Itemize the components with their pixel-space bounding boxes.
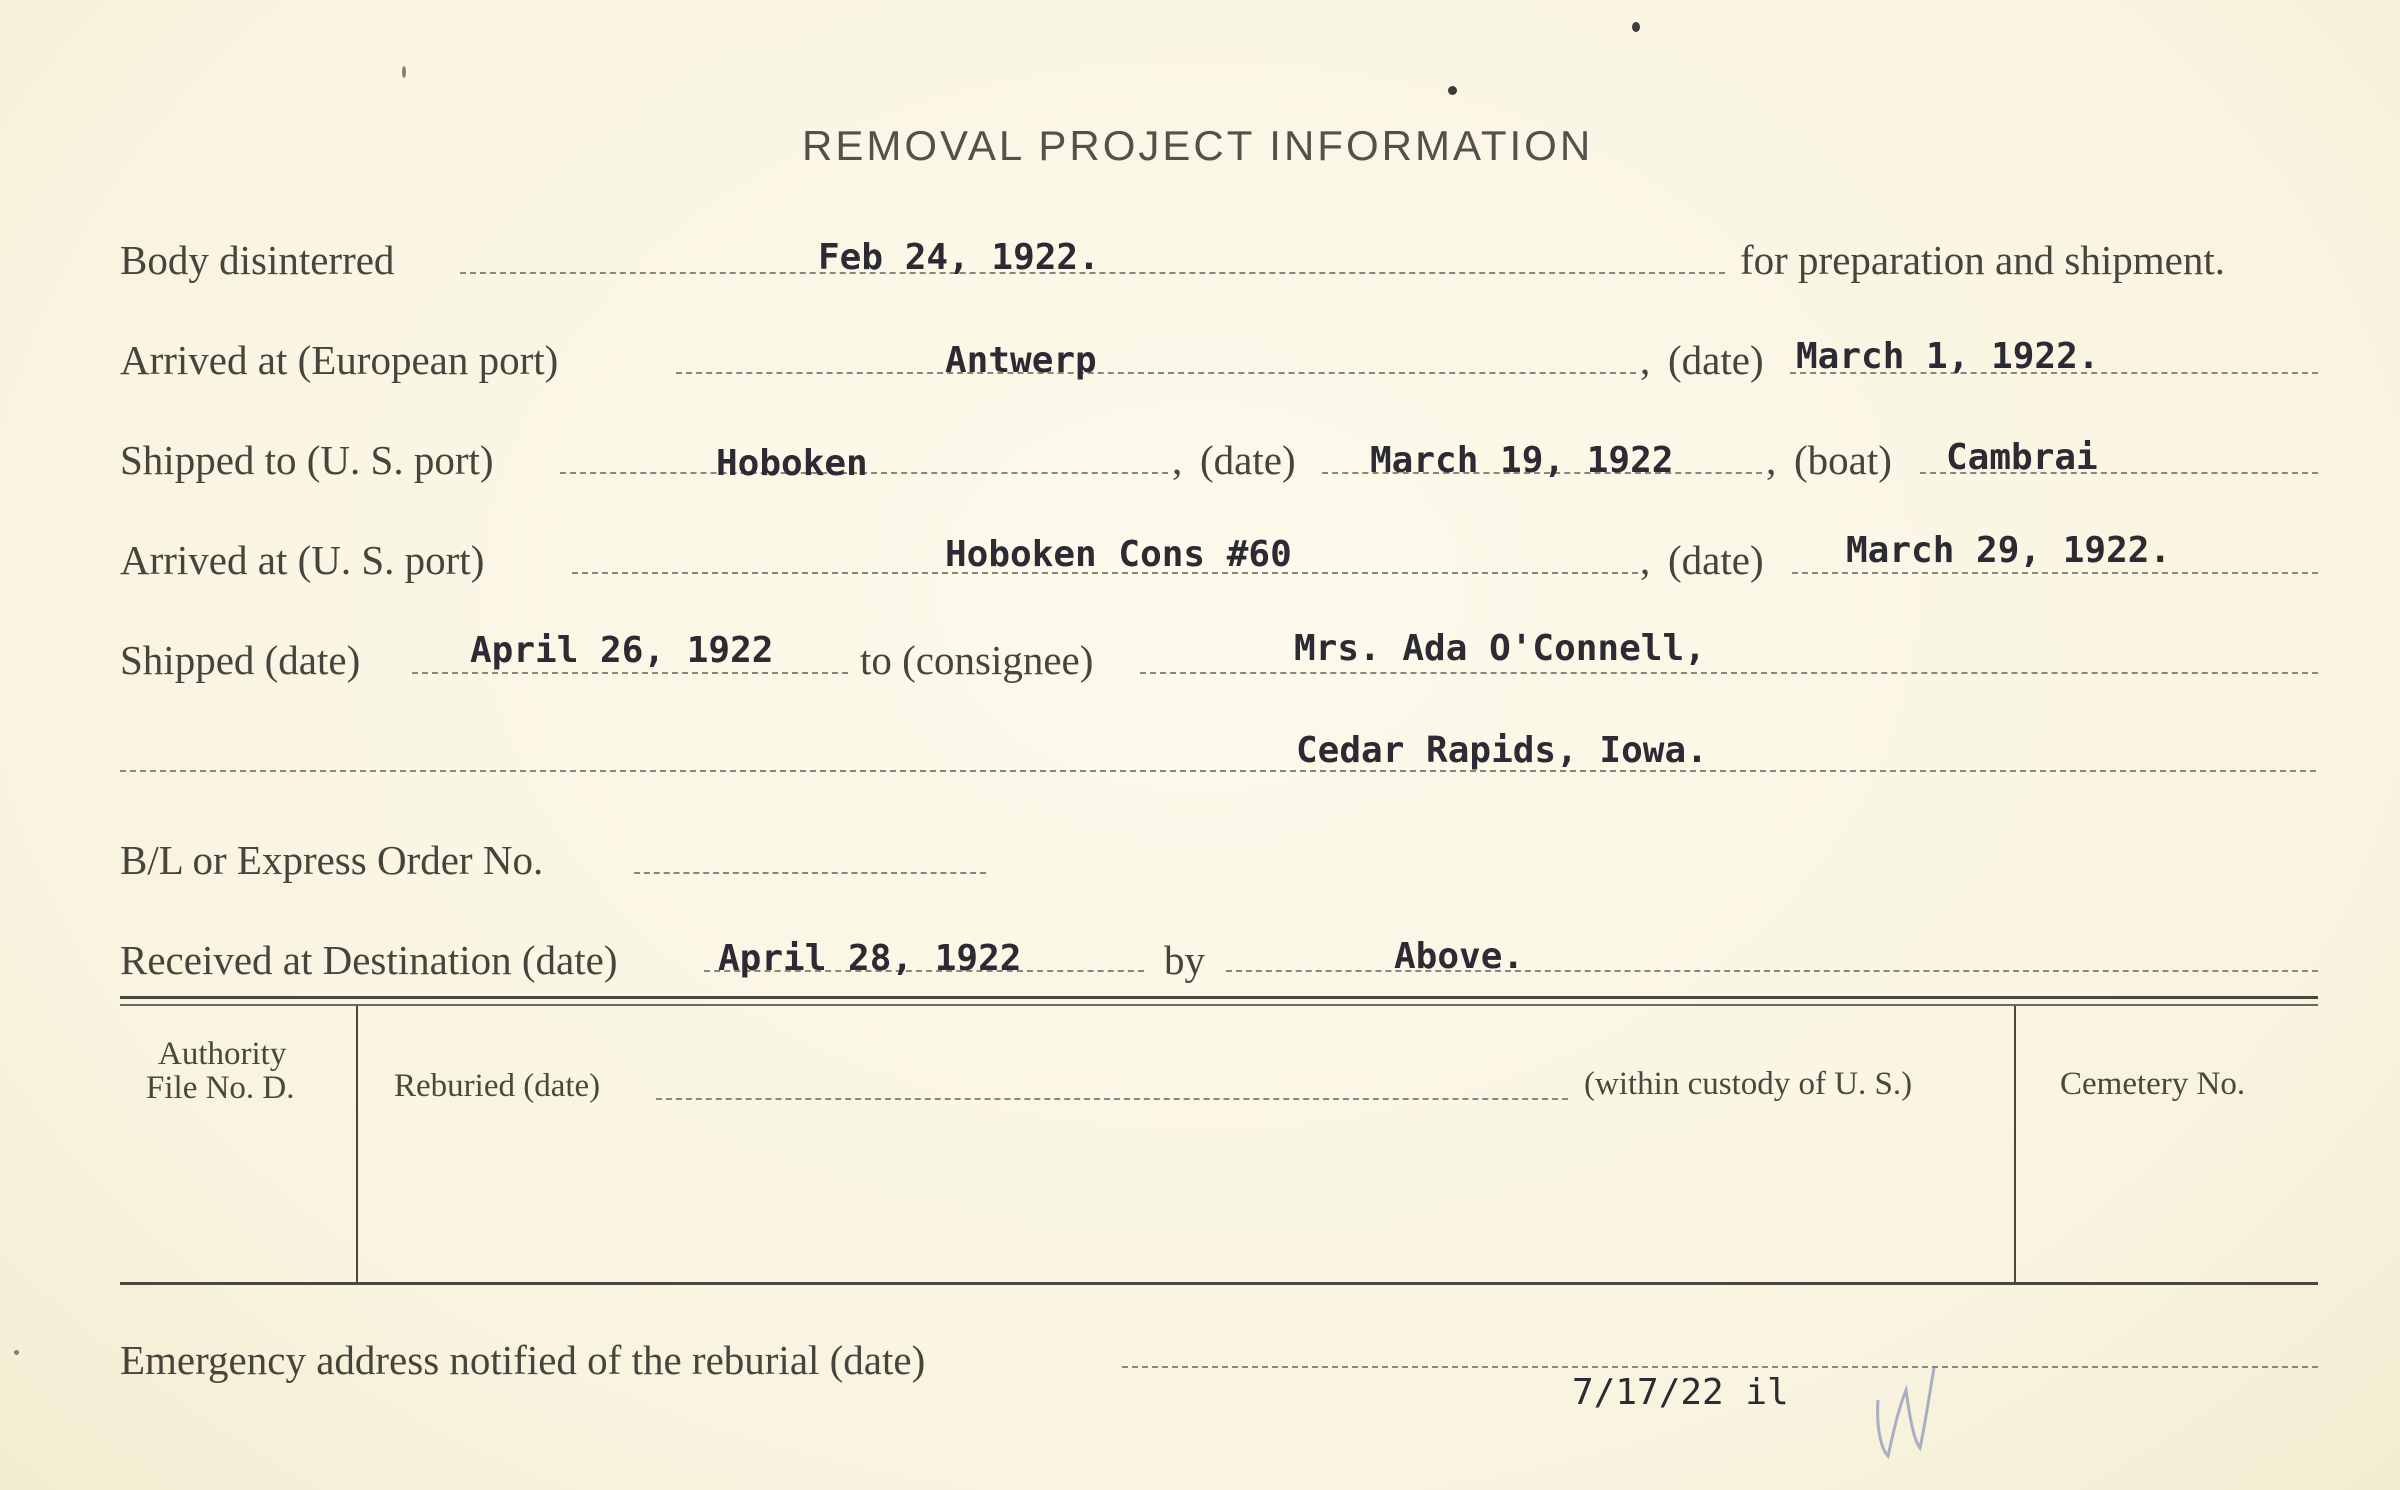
label-for-preparation: for preparation and shipment. <box>1740 237 2226 283</box>
value-disinterred-date: Feb 24, 1922. <box>818 237 1100 278</box>
label-date-3: (date) <box>1668 537 1764 583</box>
value-notation: 7/17/22 il <box>1572 1372 1789 1413</box>
label-body-disinterred: Body disinterred <box>120 237 395 283</box>
value-consignee-city: Cedar Rapids, Iowa. <box>1296 730 1708 771</box>
value-received-date: April 28, 1922 <box>718 938 1022 979</box>
ink-speck <box>1448 86 1457 95</box>
label-boat: (boat) <box>1794 437 1892 483</box>
label-file-no: File No. D. <box>146 1070 295 1106</box>
label-received-destination: Received at Destination (date) <box>120 937 618 983</box>
label-shipped-date: Shipped (date) <box>120 637 361 683</box>
box-divider-left <box>356 1006 358 1282</box>
value-european-arrival-date: March 1, 1922. <box>1796 336 2100 377</box>
dotted-line-us-arrival-date <box>1792 572 2318 574</box>
value-us-ship-date: March 19, 1922 <box>1370 440 1674 481</box>
value-consignee-name: Mrs. Ada O'Connell, <box>1294 628 1706 669</box>
label-date-2: (date) <box>1200 437 1296 483</box>
ink-speck <box>1632 22 1640 32</box>
label-date-1: (date) <box>1668 337 1764 383</box>
label-by: by <box>1164 937 1205 983</box>
label-within-custody: (within custody of U. S.) <box>1584 1066 1913 1102</box>
label-shipped-to-us: Shipped to (U. S. port) <box>120 437 494 483</box>
card-title: REMOVAL PROJECT INFORMATION <box>802 122 1594 169</box>
dotted-line-emergency <box>1122 1366 2318 1368</box>
label-comma-2: , <box>1172 437 1183 483</box>
value-boat: Cambrai <box>1946 437 2098 478</box>
box-divider-right <box>2014 1006 2016 1282</box>
value-european-port: Antwerp <box>945 340 1097 381</box>
value-us-arrival-date: March 29, 1922. <box>1846 530 2172 571</box>
label-emergency: Emergency address notified of the reburial (date) <box>120 1337 926 1383</box>
dotted-line-bl-order <box>634 872 986 874</box>
label-to-consignee: to (consignee) <box>860 637 1094 683</box>
box-bottom-rule <box>120 1282 2318 1285</box>
label-authority: Authority <box>158 1036 287 1072</box>
double-rule-bottom <box>120 1004 2318 1006</box>
dotted-line-consignee-address <box>120 770 2316 772</box>
label-cemetery-no: Cemetery No. <box>2060 1066 2246 1102</box>
value-shipped-date: April 26, 1922 <box>470 630 774 671</box>
label-arrived-us: Arrived at (U. S. port) <box>120 537 485 583</box>
dotted-line-shipped-date <box>412 672 848 674</box>
dotted-line-european-port <box>676 372 1636 374</box>
value-received-by: Above. <box>1394 936 1525 977</box>
label-comma-4: , <box>1640 537 1651 583</box>
label-bl-order: B/L or Express Order No. <box>120 837 544 883</box>
label-comma-3: , <box>1766 437 1777 483</box>
handwritten-initial-mark <box>1870 1360 1940 1470</box>
ink-speck <box>14 1350 19 1355</box>
label-comma-1: , <box>1640 337 1651 383</box>
value-us-port-shipped: Hoboken <box>716 443 868 484</box>
dotted-line-received-by <box>1226 970 2318 972</box>
label-reburied: Reburied (date) <box>394 1068 601 1104</box>
double-rule-top <box>120 996 2318 999</box>
dotted-line-consignee <box>1140 672 2318 674</box>
label-arrived-european: Arrived at (European port) <box>120 337 559 383</box>
value-us-port-arrived: Hoboken Cons #60 <box>945 534 1292 575</box>
ink-speck <box>402 66 406 78</box>
dotted-line-reburied <box>656 1098 1568 1100</box>
